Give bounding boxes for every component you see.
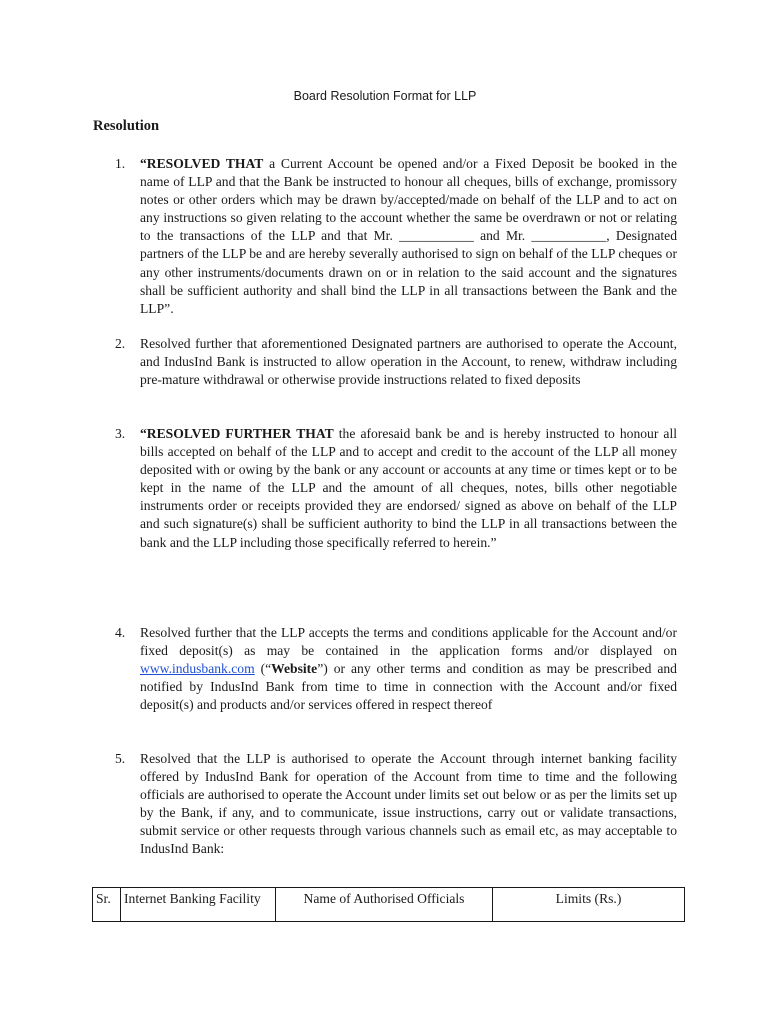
table-header-row: [93, 888, 685, 922]
item-text: [140, 155, 677, 318]
item-lead-bold: “RESOLVED THAT: [140, 156, 264, 171]
item-number: 4.: [115, 625, 126, 640]
item-number: 3.: [115, 426, 126, 441]
item-body: the aforesaid bank be and is hereby instructed to honour all bills accepted on behalf of the LLP and to accept and credit to the account of the LLP all money deposited with or owing by the bank or any account or accounts at any time or times kept or to be kept in the name of the LLP and the amount of all cheques, notes, bills other negotiable instruments order or receipts provided they are endorsed/ signed as above on behalf of the LLP and such signature(s) shall be sufficient authority to bind the LLP in all transactions between the bank and the LLP including those specifically referred to herein.”: [140, 426, 678, 550]
item-number: 2.: [115, 336, 126, 351]
resolution-item-2: [93, 335, 677, 389]
section-heading: Resolution: [93, 118, 160, 134]
authorised-officials-table: [92, 887, 685, 922]
item-text: Resolved that the LLP is authorised to operate the Account through internet banking facility offered by IndusInd Bank for operation of the Account from time to time and the following officials are authorised to operate the Account under limits set out below or as per the limits set up by the Bank, if any, and to communicate, issue instructions, carry out or validate transactions, submit service or other requests through various channels such as email etc, as may acceptable to IndusInd Bank:: [140, 751, 677, 857]
resolution-item-3: [93, 425, 677, 552]
item-text: [140, 624, 677, 714]
resolution-item-4: [93, 624, 677, 714]
item-body: a Current Account be opened and/or a Fixed Deposit be booked in the name of LLP and that the Bank be instructed to honour all cheques, bills of exchange, promissory notes or other orders which may be drawn by/accepted/made on behalf of the LLP and to act on any instructions so given relating to the account whether the same be overdrawn or not or relating to the transactions of the LLP and that Mr. ___________ and Mr. ___________, Designated partners of the LLP be and are hereby severally authorised to sign on behalf of the LLP cheques or any other instruments/documents drawn on or in relation to the said account and the signatures shall be sufficient authority and shall bind the LLP in all transactions between the Bank and the LLP”.: [140, 156, 677, 316]
website-term-bold: Website: [271, 661, 318, 677]
item-number: 5.: [115, 751, 126, 766]
item-text: [140, 425, 677, 552]
header-limits: Limits (Rs.): [493, 888, 685, 922]
header-sr: Sr.: [93, 888, 121, 922]
item-body-mid: (“: [254, 661, 272, 677]
item-body-start: Resolved further that the LLP accepts the terms and conditions applicable for the Account and/or fixed deposit(s) as may be contained in the application forms and/or displayed on: [140, 625, 677, 659]
resolution-item-1: [93, 155, 677, 318]
header-authorised-officials: Name of Authorised Officials: [276, 888, 493, 922]
resolution-item-5: [93, 750, 677, 859]
item-body-end: ”) or any other terms and condition as may be prescribed and notified by IndusInd Bank from time to time in connection with the Account and/or fixed deposit(s) and products and/or services offered in respect thereof: [140, 661, 677, 713]
item-lead-bold: “RESOLVED FURTHER THAT: [140, 426, 334, 441]
item-text: Resolved further that aforementioned Designated partners are authorised to operate the Account, and IndusInd Bank is instructed to allow operation in the Account, to renew, withdraw including pre-mature withdrawal or otherwise provide instructions related to fixed deposits: [140, 336, 677, 388]
header-internet-banking-facility: Internet Banking Facility: [121, 888, 276, 922]
item-number: 1.: [115, 156, 126, 171]
document-title: Board Resolution Format for LLP: [293, 89, 477, 103]
website-link[interactable]: www.indusbank.com: [140, 661, 255, 677]
